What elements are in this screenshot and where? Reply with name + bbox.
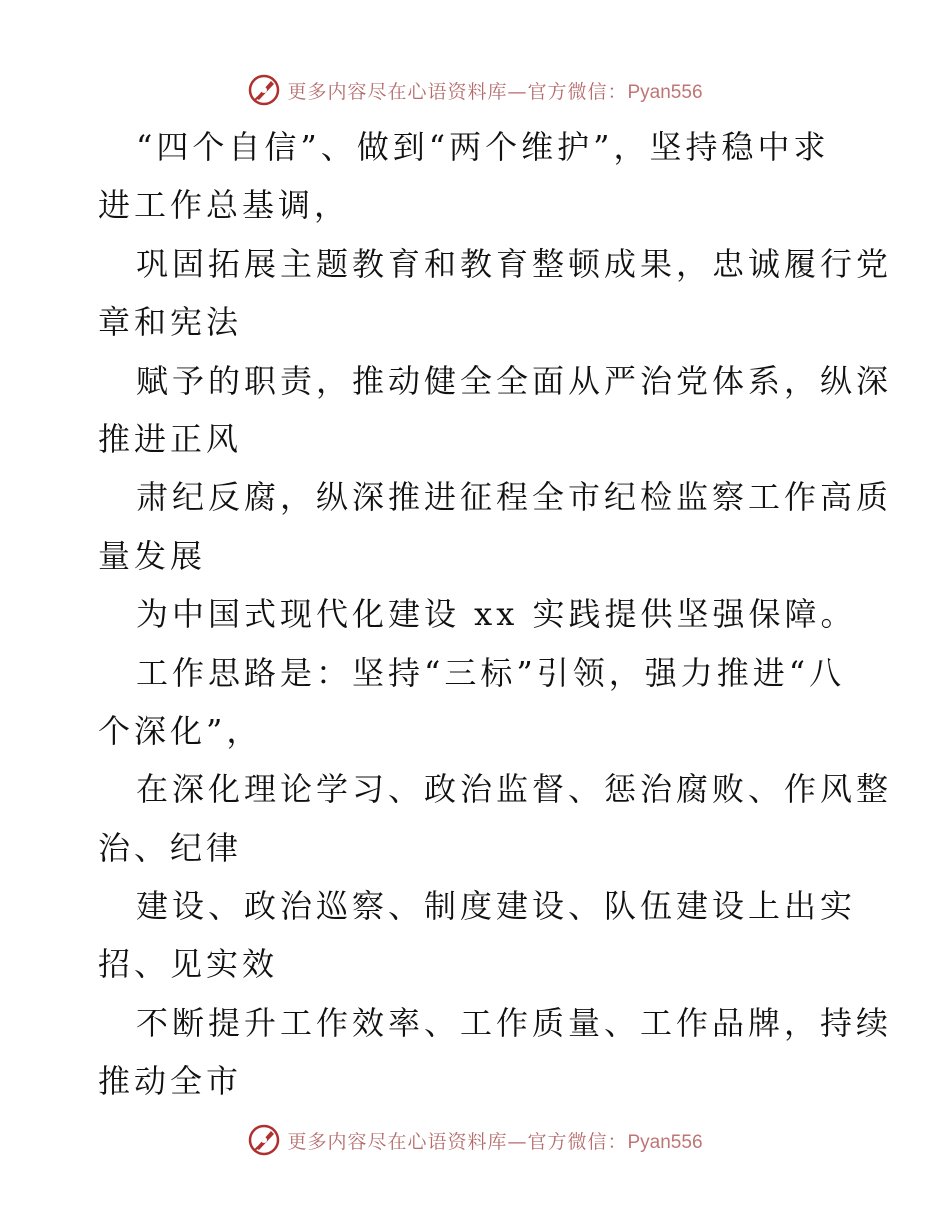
footer-watermark-banner (0, 1120, 950, 1160)
quill-logo-icon (247, 1123, 281, 1157)
text-line: 工作思路是：坚持“三标”引领，强力推进“八 (136, 653, 846, 692)
text-line: 不断提升工作效率、工作质量、工作品牌，持续 (136, 1003, 893, 1042)
header-watermark-banner (0, 70, 950, 110)
document-body (98, 118, 893, 1111)
text-line: 个深化”， (98, 711, 263, 750)
text-line: 赋予的职责，推动健全全面从严治党体系，纵深 (136, 361, 893, 400)
text-line: 肃纪反腐，纵深推进征程全市纪检监察工作高质 (136, 478, 893, 517)
text-line: 进工作总基调， (98, 186, 351, 225)
text-line: 章和宪法 (98, 303, 243, 342)
text-line: 为中国式现代化建设 xx 实践提供坚强保障。 (136, 595, 857, 634)
footer-banner-text: 更多内容尽在心语资料库—官方微信：Pyan556 (287, 1130, 703, 1153)
header-banner-text: 更多内容尽在心语资料库—官方微信：Pyan556 (287, 80, 703, 103)
text-line: “四个自信”、做到“两个维护”，坚持稳中求 (136, 128, 830, 166)
text-line: 治、纪律 (98, 828, 243, 867)
text-line: 巩固拓展主题教育和教育整顿成果，忠诚履行党 (136, 244, 893, 283)
text-line: 推进正风 (98, 419, 243, 458)
text-line: 建设、政治巡察、制度建设、队伍建设上出实 (136, 887, 857, 926)
text-line: 量发展 (98, 536, 207, 575)
text-line: 推动全市 (98, 1062, 243, 1101)
quill-logo-icon (247, 73, 281, 107)
text-line: 招、见实效 (98, 945, 279, 984)
text-line: 在深化理论学习、政治监督、惩治腐败、作风整 (136, 770, 893, 809)
